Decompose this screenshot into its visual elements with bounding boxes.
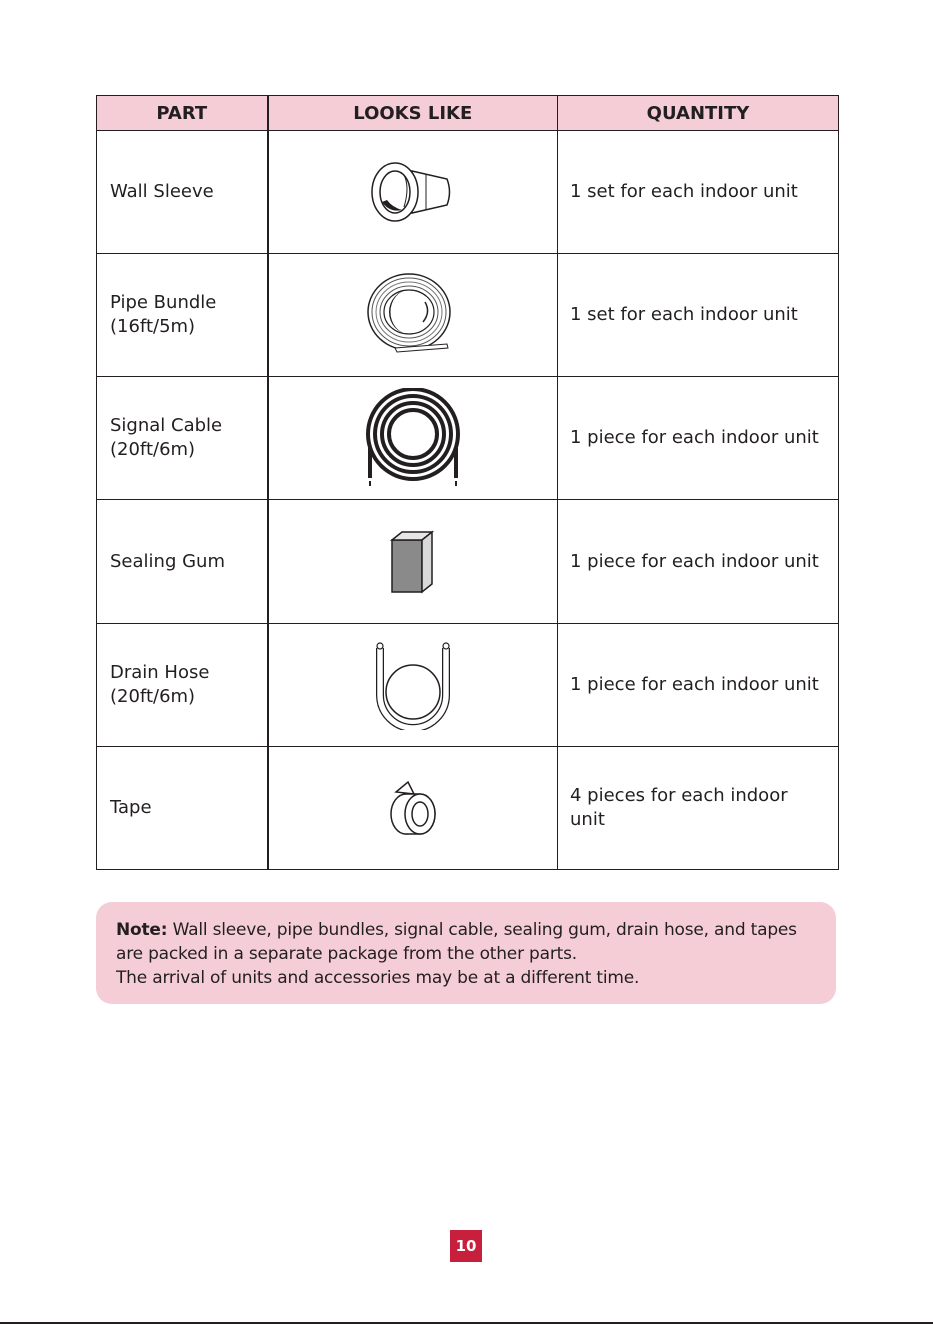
quantity-text: 1 set for each indoor unit	[558, 131, 839, 254]
part-name: Wall Sleeve	[97, 131, 268, 254]
part-name: Signal Cable (20ft/6m)	[97, 377, 268, 500]
table-row	[97, 500, 839, 623]
quantity-text: 1 piece for each indoor unit	[558, 500, 839, 623]
header-part: PART	[97, 96, 268, 131]
note-text	[116, 918, 822, 966]
sealing-gum-icon	[390, 530, 436, 594]
table-header-row	[97, 96, 839, 131]
pipe-bundle-icon	[365, 272, 461, 358]
signal-cable-icon	[363, 388, 463, 488]
tape-icon	[388, 778, 438, 838]
header-quantity: QUANTITY	[558, 96, 839, 131]
quantity-text: 1 piece for each indoor unit	[558, 623, 839, 746]
quantity-text: 1 piece for each indoor unit	[558, 377, 839, 500]
note-line-2: The arrival of units and accessories may be at a different time.	[116, 968, 640, 988]
quantity-text: 1 set for each indoor unit	[558, 254, 839, 377]
table-row	[97, 623, 839, 746]
note-line-1: Wall sleeve, pipe bundles, signal cable, sealing gum, drain hose, and tapes are packed in a separate package from the other parts.	[116, 920, 797, 964]
note-label: Note:	[116, 920, 168, 940]
table-row	[97, 254, 839, 377]
part-name: Pipe Bundle (16ft/5m)	[97, 254, 268, 377]
table-row	[97, 131, 839, 254]
note-box	[96, 902, 836, 1004]
part-name: Drain Hose (20ft/6m)	[97, 623, 268, 746]
wall-sleeve-icon	[368, 157, 458, 227]
drain-hose-icon	[373, 640, 453, 730]
part-name: Tape	[97, 746, 268, 869]
page-number: 10	[450, 1230, 482, 1262]
accessories-table	[96, 95, 839, 870]
part-name: Sealing Gum	[97, 500, 268, 623]
table-row	[97, 377, 839, 500]
quantity-text: 4 pieces for each indoor unit	[558, 746, 839, 869]
table-row	[97, 746, 839, 869]
header-looks-like: LOOKS LIKE	[268, 96, 558, 131]
